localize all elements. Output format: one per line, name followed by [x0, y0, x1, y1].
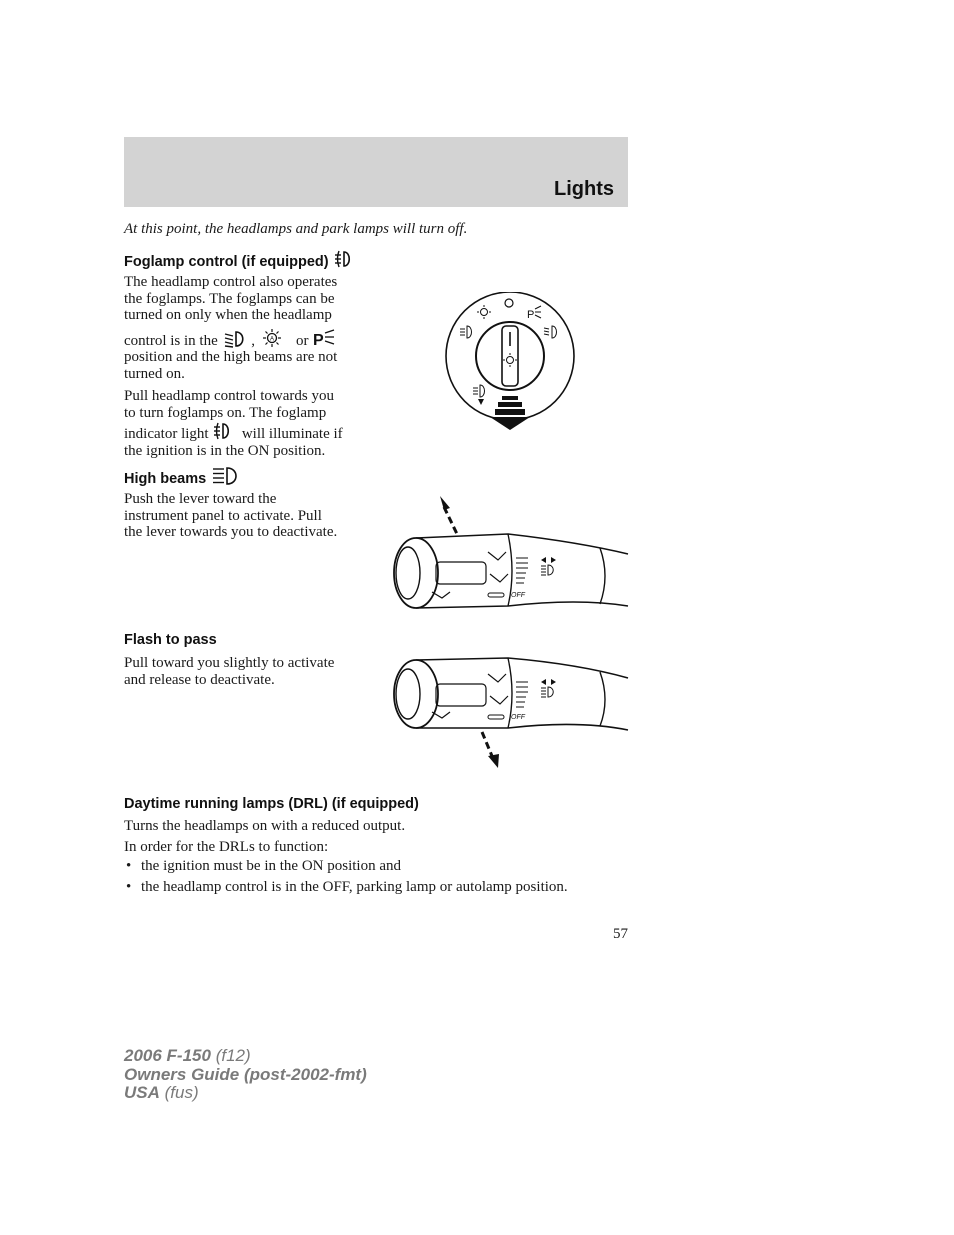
- low-beam-icon: [222, 330, 248, 348]
- drl-heading: Daytime running lamps (DRL) (if equipped): [124, 796, 419, 812]
- high-beams-heading: [124, 466, 242, 487]
- document-footer: [124, 1047, 367, 1103]
- list-item: • the headlamp control is in the OFF, parking lamp or autolamp position.: [124, 879, 581, 896]
- text-line: Push the lever toward the: [124, 491, 277, 507]
- text-fragment: will illuminate if: [241, 426, 343, 442]
- text-line: The headlamp control also operates: [124, 274, 338, 290]
- foglamp-heading-text: Foglamp control (if equipped): [124, 254, 329, 270]
- wiper-icons: [432, 674, 508, 718]
- text-line: to turn foglamps on. The foglamp: [124, 404, 327, 421]
- text-line: Pull toward you slightly to activate: [124, 655, 335, 671]
- text-line: turned on only when the headlamp: [124, 307, 332, 323]
- drl-text: [124, 818, 604, 899]
- dial-low-beam-icon: [544, 326, 557, 338]
- lever-high-beam-icon: [541, 565, 553, 575]
- text-line: the lever towards you to deactivate.: [124, 524, 338, 540]
- dial-foglamp-icon: [460, 326, 472, 338]
- high-beams-heading-text: High beams: [124, 471, 207, 487]
- text-fragment: ,: [251, 332, 255, 349]
- dial-pull-indicator-icon: [478, 399, 484, 405]
- footer-line: [124, 1084, 367, 1103]
- text-fragment: indicator light: [124, 426, 209, 442]
- text-line: [124, 421, 386, 443]
- text-fragment: or: [296, 332, 309, 349]
- text-fragment: control is in the: [124, 332, 218, 349]
- parking-lamp-icon: [312, 328, 336, 348]
- footer-market: USA: [124, 1083, 160, 1102]
- drl-conditions-list: [124, 858, 604, 895]
- high-beams-text: [124, 491, 386, 541]
- footer-code: (f12): [215, 1046, 251, 1065]
- text-line: position and the high beams are not: [124, 349, 338, 365]
- svg-text:A: A: [269, 336, 274, 342]
- footer-line: [124, 1066, 367, 1085]
- foglamp-heading: [124, 249, 355, 270]
- text-line: [124, 328, 386, 350]
- high-beams-lever-figure: [388, 492, 632, 616]
- flash-to-pass-lever-figure: [388, 652, 632, 772]
- headlamp-control-dial-figure: [440, 292, 580, 434]
- text-line: instrument panel to activate. Pull: [124, 507, 322, 524]
- lever-off-label: OFF: [511, 714, 525, 721]
- foglamp-indicator-icon: [212, 421, 234, 441]
- pull-arrow-icon: [490, 396, 530, 430]
- footer-market-code: (fus): [164, 1083, 199, 1102]
- dial-autolamp-icon: [477, 305, 491, 319]
- section-header-bar: [124, 137, 628, 207]
- dial-off-marker-icon: [505, 299, 513, 307]
- turn-signal-arrows-icon: [541, 679, 556, 685]
- footer-guide: Owners Guide (post-2002-fmt): [124, 1064, 367, 1084]
- autolamp-icon: [259, 328, 285, 348]
- lever-high-beam-icon: [541, 687, 553, 697]
- dial-rear-foglamp-icon: [473, 385, 485, 397]
- svg-text:P: P: [313, 331, 324, 348]
- footer-line: [124, 1047, 367, 1066]
- flash-to-pass-text: [124, 655, 386, 688]
- page-number: 57: [613, 926, 628, 942]
- text-line: the ignition is in the ON position.: [124, 442, 326, 459]
- text-line: Turns the headlamps on with a reduced output.: [124, 818, 406, 834]
- foglamp-icon: [333, 249, 355, 269]
- high-beam-icon: [210, 466, 242, 486]
- text-line: In order for the DRLs to function:: [124, 838, 329, 855]
- footer-model: 2006 F-150: [124, 1046, 211, 1065]
- lever-speed-marks: [516, 558, 528, 583]
- text-line: Pull headlamp control towards you: [124, 388, 334, 404]
- push-arrow-icon: [440, 496, 458, 536]
- text-line: turned on.: [124, 365, 185, 382]
- turn-signal-arrows-icon: [541, 557, 556, 563]
- flash-to-pass-heading: Flash to pass: [124, 632, 217, 648]
- section-title: Lights: [554, 178, 614, 200]
- wiper-icons: [432, 552, 508, 598]
- dial-park-label: P: [527, 309, 535, 321]
- text-line: the foglamps. The foglamps can be: [124, 290, 335, 307]
- intro-text: At this point, the headlamps and park lamps will turn off.: [124, 221, 468, 237]
- list-item: • the ignition must be in the ON position and: [124, 858, 604, 875]
- dial-park-lines-icon: [535, 306, 541, 318]
- lever-speed-marks: [516, 682, 528, 707]
- pull-arrow-icon: [482, 732, 499, 768]
- foglamp-text: [124, 274, 386, 459]
- text-line: and release to deactivate.: [124, 671, 275, 688]
- lever-off-label: OFF: [511, 592, 525, 599]
